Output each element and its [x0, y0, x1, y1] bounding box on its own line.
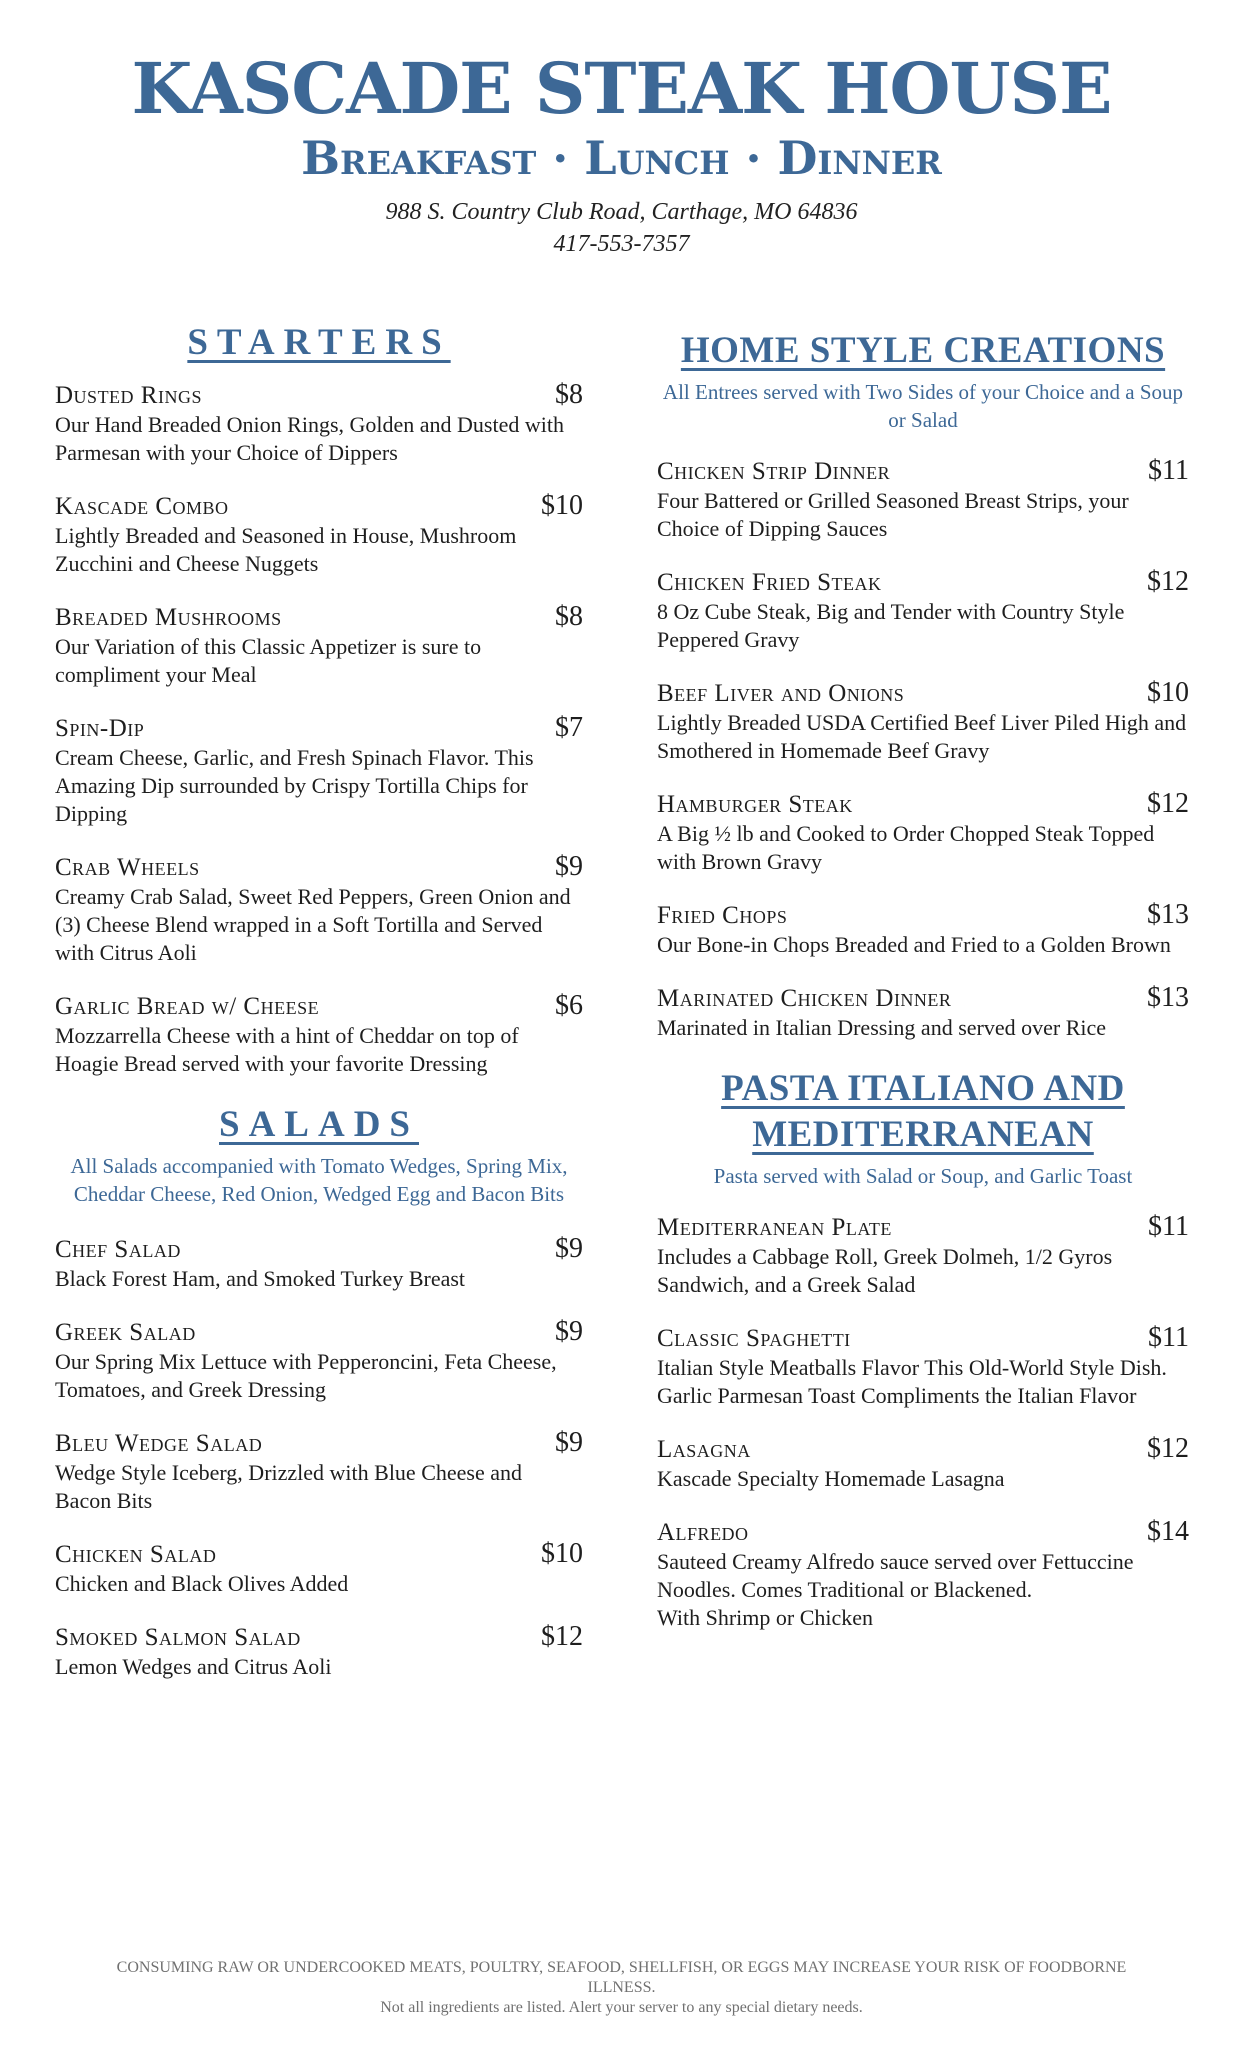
- disclaimer-warning: CONSUMING RAW OR UNDERCOOKED MEATS, POULTRY, SEAFOOD, SHELLFISH, OR EGGS MAY INCREASE YOUR RISK OF FOODBORNE ILLNESS.: [116, 1959, 1127, 1996]
- home-style-note: All Entrees served with Two Sides of your Choice and a Soup or Salad: [662, 380, 1184, 432]
- food-safety-disclaimer: [100, 1958, 1143, 2018]
- salads-note: All Salads accompanied with Tomato Wedges, Spring Mix, Cheddar Cheese, Red Onion, Wedged Egg and Bacon Bits: [70, 1154, 568, 1206]
- item-price: $11: [1148, 455, 1189, 486]
- item-description: Our Hand Breaded Onion Rings, Golden and Dusted with Parmesan with your Choice of Dippers: [55, 412, 564, 465]
- menu-item: [55, 1539, 583, 1598]
- menu-item: [55, 1622, 583, 1681]
- item-description: Chicken and Black Olives Added: [55, 1571, 349, 1596]
- item-price: $12: [1147, 566, 1189, 597]
- item-description: Lightly Breaded and Seasoned in House, Mushroom Zucchini and Cheese Nuggets: [55, 523, 517, 576]
- item-description: Lightly Breaded USDA Certified Beef Liver Piled High and Smothered in Homemade Beef Gravy: [657, 710, 1187, 763]
- item-price: $14: [1147, 1516, 1189, 1547]
- menu-item: [55, 602, 583, 689]
- pasta-title-line1: PASTA ITALIANO AND: [721, 1068, 1125, 1109]
- item-description: Cream Cheese, Garlic, and Fresh Spinach Flavor. This Amazing Dip surrounded by Crispy Tortilla Chips for Dipping: [55, 745, 534, 826]
- item-description: Marinated in Italian Dressing and served over Rice: [657, 1015, 1107, 1040]
- item-price: $12: [1147, 788, 1189, 819]
- home-style-section: [657, 328, 1189, 1042]
- menu-item: [55, 491, 583, 578]
- menu-item: [55, 380, 583, 467]
- menu-item: [55, 1234, 583, 1293]
- pasta-list: [657, 1212, 1189, 1632]
- menu-item: [657, 456, 1189, 543]
- item-price: $8: [555, 601, 583, 632]
- item-description: Four Battered or Grilled Seasoned Breast Strips, your Choice of Dipping Sauces: [657, 488, 1129, 541]
- item-price: $10: [1147, 677, 1189, 708]
- item-price: $6: [555, 990, 583, 1021]
- item-price: $11: [1148, 1322, 1189, 1353]
- home-style-title: HOME STYLE CREATIONS: [680, 330, 1166, 371]
- item-price: $8: [555, 379, 583, 410]
- salads-section: [55, 1102, 583, 1681]
- item-name: Beef Liver and Onions: [657, 680, 905, 707]
- item-name: Fried Chops: [657, 902, 788, 929]
- item-name: Breaded Mushrooms: [55, 604, 282, 631]
- item-description: Black Forest Ham, and Smoked Turkey Breast: [55, 1266, 466, 1291]
- menu-item: [55, 852, 583, 967]
- item-name: Spin-Dip: [55, 715, 145, 742]
- item-description: 8 Oz Cube Steak, Big and Tender with Country Style Peppered Gravy: [657, 599, 1125, 652]
- item-price: $11: [1148, 1211, 1189, 1242]
- item-price: $9: [555, 1233, 583, 1264]
- item-name: Chef Salad: [55, 1236, 181, 1263]
- item-price: $12: [541, 1621, 583, 1652]
- menu-item: [657, 1323, 1189, 1410]
- item-name: Crab Wheels: [55, 854, 200, 881]
- restaurant-name: KASCADE STEAK HOUSE: [131, 47, 1112, 130]
- item-price: $13: [1147, 982, 1189, 1013]
- item-description: Our Variation of this Classic Appetizer is sure to compliment your Meal: [55, 634, 482, 687]
- starters-section: [55, 320, 583, 1078]
- menu-item: [55, 713, 583, 828]
- item-description: Includes a Cabbage Roll, Greek Dolmeh, 1/2 Gyros Sandwich, and a Greek Salad: [657, 1244, 1113, 1297]
- item-name: Chicken Fried Steak: [657, 569, 882, 596]
- item-name: Dusted Rings: [55, 382, 202, 409]
- meal-breakfast: Breakfast: [301, 131, 537, 185]
- menu-item: [55, 1317, 583, 1404]
- item-name: Chicken Salad: [55, 1541, 217, 1568]
- item-name: Mediterranean Plate: [657, 1214, 892, 1241]
- menu-item: [657, 1434, 1189, 1493]
- menu-item: [55, 1428, 583, 1515]
- item-description: Our Bone-in Chops Breaded and Fried to a Golden Brown: [657, 932, 1171, 957]
- salads-title: SALADS: [219, 1104, 419, 1145]
- pasta-section: [657, 1066, 1189, 1632]
- menu-item: [657, 1517, 1189, 1632]
- item-name: Lasagna: [657, 1436, 751, 1463]
- item-description: A Big ½ lb and Cooked to Order Chopped Steak Topped with Brown Gravy: [657, 821, 1155, 874]
- item-price: $12: [1147, 1433, 1189, 1464]
- left-column: [55, 320, 583, 1705]
- pasta-title: [657, 1066, 1189, 1158]
- menu-item: [657, 567, 1189, 654]
- menu-item: [657, 1212, 1189, 1299]
- item-name: Smoked Salmon Salad: [55, 1624, 301, 1651]
- item-description: Sauteed Creamy Alfredo sauce served over Fettuccine Noodles. Comes Traditional or Blackened.: [657, 1549, 1134, 1602]
- item-description: Wedge Style Iceberg, Drizzled with Blue Cheese and Bacon Bits: [55, 1460, 522, 1513]
- menu-item: [657, 900, 1189, 959]
- meal-times: Breakfast · Lunch · Dinner: [301, 131, 942, 185]
- item-name: Garlic Bread w/ Cheese: [55, 993, 320, 1020]
- item-price: $9: [555, 851, 583, 882]
- menu-item: [55, 991, 583, 1078]
- item-name: Marinated Chicken Dinner: [657, 985, 952, 1012]
- item-name: Greek Salad: [55, 1319, 196, 1346]
- pasta-note: Pasta served with Salad or Soup, and Garlic Toast: [713, 1164, 1133, 1188]
- item-price: $10: [541, 490, 583, 521]
- disclaimer-note: Not all ingredients are listed. Alert your server to any special dietary needs.: [380, 1999, 863, 2016]
- item-description: Lemon Wedges and Citrus Aoli: [55, 1654, 332, 1679]
- menu-item: [657, 678, 1189, 765]
- meal-dinner: Dinner: [777, 131, 942, 185]
- item-description: Italian Style Meatballs Flavor This Old-World Style Dish. Garlic Parmesan Toast Compliments the Italian Flavor: [657, 1355, 1167, 1408]
- home-style-list: [657, 456, 1189, 1042]
- item-name: Chicken Strip Dinner: [657, 458, 891, 485]
- item-description: Kascade Specialty Homemade Lasagna: [657, 1466, 1005, 1491]
- item-name: Alfredo: [657, 1519, 749, 1546]
- item-price: $9: [555, 1427, 583, 1458]
- menu-item: [657, 983, 1189, 1042]
- item-description-extra: With Shrimp or Chicken: [657, 1605, 874, 1630]
- item-name: Bleu Wedge Salad: [55, 1430, 263, 1457]
- restaurant-address: 988 S. Country Club Road, Carthage, MO 64836: [385, 199, 858, 225]
- item-name: Kascade Combo: [55, 493, 229, 520]
- item-name: Classic Spaghetti: [657, 1325, 851, 1352]
- item-description: Mozzarrella Cheese with a hint of Cheddar on top of Hoagie Bread served with your favorite Dressing: [55, 1023, 519, 1076]
- item-name: Hamburger Steak: [657, 791, 853, 818]
- restaurant-phone: 417-553-7357: [553, 231, 690, 257]
- item-description: Our Spring Mix Lettuce with Pepperoncini, Feta Cheese, Tomatoes, and Greek Dressing: [55, 1349, 557, 1402]
- item-price: $9: [555, 1316, 583, 1347]
- menu-header: [0, 48, 1243, 260]
- item-price: $13: [1147, 899, 1189, 930]
- starters-list: [55, 380, 583, 1078]
- right-column: [657, 328, 1189, 1656]
- item-price: $10: [541, 1538, 583, 1569]
- item-price: $7: [555, 712, 583, 743]
- pasta-title-line2: MEDITERRANEAN: [752, 1114, 1094, 1155]
- item-description: Creamy Crab Salad, Sweet Red Peppers, Green Onion and (3) Cheese Blend wrapped in a Soft Tortilla and Served with Citrus Aoli: [55, 884, 571, 965]
- meal-lunch: Lunch: [584, 131, 730, 185]
- salads-list: [55, 1234, 583, 1681]
- starters-title: STARTERS: [187, 322, 451, 363]
- menu-item: [657, 789, 1189, 876]
